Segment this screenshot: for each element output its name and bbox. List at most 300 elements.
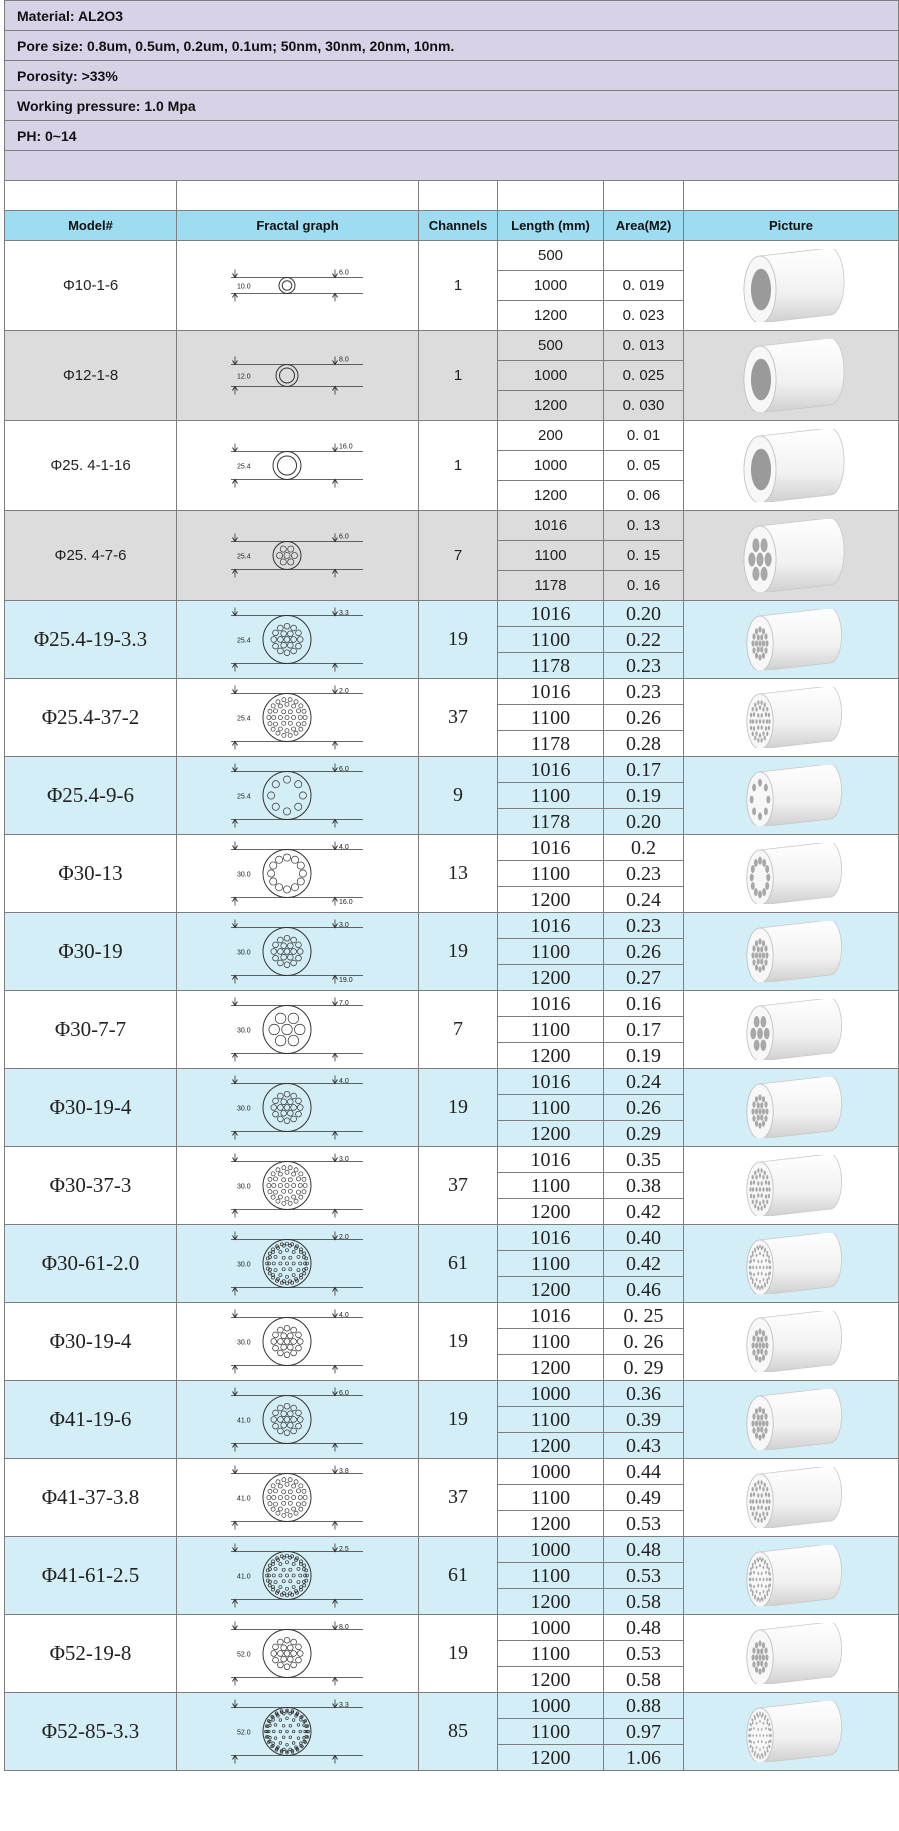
spec-row-porosity bbox=[5, 61, 899, 91]
spec-blank bbox=[5, 151, 899, 181]
fractal-graph-cell bbox=[177, 331, 419, 421]
fractal-graph-cell bbox=[177, 1615, 419, 1693]
area-cell: 0.49 bbox=[604, 1485, 684, 1511]
graph-dim-inner: 16.0 bbox=[338, 899, 353, 906]
model-cell: Φ41-37-3.8 bbox=[5, 1459, 177, 1537]
graph-dim-channel: 4.0 bbox=[338, 1312, 349, 1319]
spacer-row bbox=[5, 181, 899, 211]
length-cell: 1200 bbox=[498, 1667, 604, 1693]
table-row bbox=[5, 1615, 899, 1641]
length-cell: 1178 bbox=[498, 653, 604, 679]
model-cell: Φ30-61-2.0 bbox=[5, 1225, 177, 1303]
fractal-graph-drawing bbox=[223, 1699, 373, 1764]
length-cell: 1000 bbox=[498, 1537, 604, 1563]
area-cell: 0. 025 bbox=[604, 361, 684, 391]
graph-dim-outer: 25.4 bbox=[236, 553, 251, 561]
length-cell: 1100 bbox=[498, 1407, 604, 1433]
area-cell: 0.39 bbox=[604, 1407, 684, 1433]
length-cell: 1100 bbox=[498, 1641, 604, 1667]
area-cell: 0.24 bbox=[604, 1069, 684, 1095]
fractal-graph-cell bbox=[177, 1225, 419, 1303]
length-cell: 1100 bbox=[498, 939, 604, 965]
area-cell bbox=[604, 241, 684, 271]
model-cell: Φ52-19-8 bbox=[5, 1615, 177, 1693]
fractal-graph-cell bbox=[177, 511, 419, 601]
channels-cell: 19 bbox=[419, 1381, 498, 1459]
channels-cell: 19 bbox=[419, 601, 498, 679]
picture-cell bbox=[684, 241, 899, 331]
channels-cell: 37 bbox=[419, 679, 498, 757]
fractal-graph-cell bbox=[177, 1381, 419, 1459]
tube-picture bbox=[736, 249, 846, 322]
channels-cell: 19 bbox=[419, 1303, 498, 1381]
length-cell: 1016 bbox=[498, 511, 604, 541]
channels-cell: 61 bbox=[419, 1537, 498, 1615]
table-row bbox=[5, 1459, 899, 1485]
length-cell: 1016 bbox=[498, 601, 604, 627]
graph-dim-outer: 30.0 bbox=[236, 1027, 251, 1035]
model-cell: Φ30-19-4 bbox=[5, 1303, 177, 1381]
length-cell: 1100 bbox=[498, 1563, 604, 1589]
length-cell: 500 bbox=[498, 331, 604, 361]
header-channels: Channels bbox=[419, 211, 498, 241]
spec-working-pressure: Working pressure: 1.0 Mpa bbox=[5, 91, 899, 121]
area-cell: 0.26 bbox=[604, 939, 684, 965]
length-cell: 1000 bbox=[498, 1615, 604, 1641]
fractal-graph-drawing bbox=[223, 1465, 373, 1530]
spacer-cell bbox=[684, 181, 899, 211]
graph-dim-outer: 52.0 bbox=[236, 1651, 251, 1659]
area-cell: 0.53 bbox=[604, 1511, 684, 1537]
graph-dim-channel: 6.0 bbox=[338, 1390, 349, 1397]
length-cell: 1200 bbox=[498, 301, 604, 331]
table-row bbox=[5, 331, 899, 361]
graph-dim-outer: 30.0 bbox=[236, 1261, 251, 1269]
length-cell: 1100 bbox=[498, 1173, 604, 1199]
graph-dim-channel: 6.0 bbox=[338, 766, 349, 773]
model-cell: Φ25.4-37-2 bbox=[5, 679, 177, 757]
picture-cell bbox=[684, 679, 899, 757]
table-row bbox=[5, 1537, 899, 1563]
graph-dim-channel: 3.8 bbox=[338, 1468, 349, 1475]
fractal-graph-drawing bbox=[223, 919, 373, 984]
fractal-graph-cell bbox=[177, 421, 419, 511]
area-cell: 0.20 bbox=[604, 809, 684, 835]
fractal-graph-drawing bbox=[223, 517, 373, 594]
channels-cell: 85 bbox=[419, 1693, 498, 1771]
table-row bbox=[5, 757, 899, 783]
length-cell: 1016 bbox=[498, 1303, 604, 1329]
length-cell: 1200 bbox=[498, 1511, 604, 1537]
model-cell: Φ30-37-3 bbox=[5, 1147, 177, 1225]
tube-picture bbox=[736, 921, 846, 982]
spec-pore-size: Pore size: 0.8um, 0.5um, 0.2um, 0.1um; 50nm, 30nm, 20nm, 10nm. bbox=[5, 31, 899, 61]
table-row bbox=[5, 913, 899, 939]
length-cell: 1200 bbox=[498, 1121, 604, 1147]
picture-cell bbox=[684, 1459, 899, 1537]
header-row bbox=[5, 211, 899, 241]
graph-dim-channel: 2.0 bbox=[338, 1234, 349, 1241]
picture-cell bbox=[684, 835, 899, 913]
model-cell: Φ41-19-6 bbox=[5, 1381, 177, 1459]
graph-dim-outer: 52.0 bbox=[236, 1729, 251, 1737]
graph-dim-channel: 3.3 bbox=[338, 610, 349, 617]
fractal-graph-cell bbox=[177, 1147, 419, 1225]
fractal-graph-cell bbox=[177, 679, 419, 757]
spec-row-material bbox=[5, 1, 899, 31]
table-row bbox=[5, 1069, 899, 1095]
spacer-cell bbox=[498, 181, 604, 211]
fractal-graph-drawing bbox=[223, 337, 373, 414]
channels-cell: 7 bbox=[419, 991, 498, 1069]
area-cell: 0.19 bbox=[604, 1043, 684, 1069]
tube-picture bbox=[736, 1233, 846, 1294]
length-cell: 1178 bbox=[498, 731, 604, 757]
spec-porosity: Porosity: >33% bbox=[5, 61, 899, 91]
fractal-graph-cell bbox=[177, 1303, 419, 1381]
length-cell: 1200 bbox=[498, 481, 604, 511]
area-cell: 0.17 bbox=[604, 757, 684, 783]
area-cell: 0.46 bbox=[604, 1277, 684, 1303]
graph-dim-outer: 25.4 bbox=[236, 637, 251, 645]
length-cell: 1100 bbox=[498, 1329, 604, 1355]
area-cell: 0. 26 bbox=[604, 1329, 684, 1355]
tube-picture bbox=[736, 1467, 846, 1528]
area-cell: 0.24 bbox=[604, 887, 684, 913]
area-cell: 0. 29 bbox=[604, 1355, 684, 1381]
length-cell: 1200 bbox=[498, 391, 604, 421]
area-cell: 1.06 bbox=[604, 1745, 684, 1771]
area-cell: 0.58 bbox=[604, 1667, 684, 1693]
area-cell: 0.19 bbox=[604, 783, 684, 809]
length-cell: 1000 bbox=[498, 1459, 604, 1485]
length-cell: 1016 bbox=[498, 679, 604, 705]
tube-picture bbox=[736, 1077, 846, 1138]
tube-picture bbox=[736, 1545, 846, 1606]
length-cell: 1100 bbox=[498, 1251, 604, 1277]
channels-cell: 37 bbox=[419, 1459, 498, 1537]
area-cell: 0. 023 bbox=[604, 301, 684, 331]
area-cell: 0.48 bbox=[604, 1537, 684, 1563]
picture-cell bbox=[684, 421, 899, 511]
model-cell: Φ30-7-7 bbox=[5, 991, 177, 1069]
spec-row-pore-size bbox=[5, 31, 899, 61]
table-row bbox=[5, 601, 899, 627]
spacer-cell bbox=[5, 181, 177, 211]
membrane-spec-table bbox=[4, 0, 899, 1771]
picture-cell bbox=[684, 913, 899, 991]
model-cell: Φ25. 4-7-6 bbox=[5, 511, 177, 601]
fractal-graph-cell bbox=[177, 1459, 419, 1537]
fractal-graph-drawing bbox=[223, 1309, 373, 1374]
length-cell: 1100 bbox=[498, 1719, 604, 1745]
area-cell: 0.17 bbox=[604, 1017, 684, 1043]
area-cell: 0. 13 bbox=[604, 511, 684, 541]
channels-cell: 19 bbox=[419, 913, 498, 991]
area-cell: 0.28 bbox=[604, 731, 684, 757]
fractal-graph-cell bbox=[177, 1537, 419, 1615]
fractal-graph-drawing bbox=[223, 685, 373, 750]
tube-picture bbox=[736, 687, 846, 748]
picture-cell bbox=[684, 1147, 899, 1225]
fractal-graph-cell bbox=[177, 913, 419, 991]
area-cell: 0.26 bbox=[604, 1095, 684, 1121]
channels-cell: 9 bbox=[419, 757, 498, 835]
area-cell: 0.48 bbox=[604, 1615, 684, 1641]
table-row bbox=[5, 421, 899, 451]
length-cell: 1200 bbox=[498, 1745, 604, 1771]
area-cell: 0.42 bbox=[604, 1251, 684, 1277]
spec-ph: PH: 0~14 bbox=[5, 121, 899, 151]
table-row bbox=[5, 1147, 899, 1173]
length-cell: 1000 bbox=[498, 271, 604, 301]
fractal-graph-cell bbox=[177, 757, 419, 835]
picture-cell bbox=[684, 601, 899, 679]
area-cell: 0.58 bbox=[604, 1589, 684, 1615]
tube-picture bbox=[736, 519, 846, 592]
graph-dim-outer: 25.4 bbox=[236, 793, 251, 801]
tube-picture bbox=[736, 609, 846, 670]
fractal-graph-drawing bbox=[223, 841, 373, 906]
area-cell: 0.23 bbox=[604, 653, 684, 679]
area-cell: 0.29 bbox=[604, 1121, 684, 1147]
header-fractal-graph: Fractal graph bbox=[177, 211, 419, 241]
fractal-graph-cell bbox=[177, 241, 419, 331]
header-picture: Picture bbox=[684, 211, 899, 241]
fractal-graph-cell bbox=[177, 1693, 419, 1771]
tube-picture bbox=[736, 1701, 846, 1762]
fractal-graph-cell bbox=[177, 835, 419, 913]
length-cell: 1200 bbox=[498, 887, 604, 913]
graph-dim-channel: 16.0 bbox=[338, 443, 353, 451]
area-cell: 0.2 bbox=[604, 835, 684, 861]
area-cell: 0.40 bbox=[604, 1225, 684, 1251]
header-area: Area(M2) bbox=[604, 211, 684, 241]
picture-cell bbox=[684, 1069, 899, 1147]
spacer-cell bbox=[177, 181, 419, 211]
picture-cell bbox=[684, 331, 899, 421]
channels-cell: 1 bbox=[419, 331, 498, 421]
graph-dim-outer: 25.4 bbox=[236, 463, 251, 471]
graph-dim-channel: 3.0 bbox=[338, 1156, 349, 1163]
tube-picture bbox=[736, 1623, 846, 1684]
table-row bbox=[5, 1693, 899, 1719]
fractal-graph-cell bbox=[177, 601, 419, 679]
model-cell: Φ30-13 bbox=[5, 835, 177, 913]
channels-cell: 13 bbox=[419, 835, 498, 913]
graph-dim-outer: 41.0 bbox=[236, 1417, 251, 1425]
length-cell: 1200 bbox=[498, 1355, 604, 1381]
area-cell: 0.53 bbox=[604, 1563, 684, 1589]
picture-cell bbox=[684, 511, 899, 601]
model-cell: Φ12-1-8 bbox=[5, 331, 177, 421]
area-cell: 0. 25 bbox=[604, 1303, 684, 1329]
graph-dim-channel: 4.0 bbox=[338, 1078, 349, 1085]
area-cell: 0.16 bbox=[604, 991, 684, 1017]
graph-dim-outer: 30.0 bbox=[236, 949, 251, 957]
area-cell: 0. 16 bbox=[604, 571, 684, 601]
area-cell: 0. 013 bbox=[604, 331, 684, 361]
length-cell: 1178 bbox=[498, 809, 604, 835]
area-cell: 0.44 bbox=[604, 1459, 684, 1485]
area-cell: 0.53 bbox=[604, 1641, 684, 1667]
area-cell: 0.20 bbox=[604, 601, 684, 627]
fractal-graph-drawing bbox=[223, 1075, 373, 1140]
fractal-graph-drawing bbox=[223, 1621, 373, 1686]
channels-cell: 61 bbox=[419, 1225, 498, 1303]
area-cell: 0. 01 bbox=[604, 421, 684, 451]
area-cell: 0.97 bbox=[604, 1719, 684, 1745]
area-cell: 0.35 bbox=[604, 1147, 684, 1173]
spacer-cell bbox=[604, 181, 684, 211]
fractal-graph-drawing bbox=[223, 1543, 373, 1608]
tube-picture bbox=[736, 1389, 846, 1450]
tube-picture bbox=[736, 1311, 846, 1372]
channels-cell: 1 bbox=[419, 241, 498, 331]
area-cell: 0. 019 bbox=[604, 271, 684, 301]
fractal-graph-drawing bbox=[223, 607, 373, 672]
picture-cell bbox=[684, 757, 899, 835]
fractal-graph-drawing bbox=[223, 1153, 373, 1218]
spec-row-blank bbox=[5, 151, 899, 181]
area-cell: 0.38 bbox=[604, 1173, 684, 1199]
length-cell: 1100 bbox=[498, 783, 604, 809]
length-cell: 1000 bbox=[498, 1381, 604, 1407]
table-row bbox=[5, 991, 899, 1017]
spec-material: Material: AL2O3 bbox=[5, 1, 899, 31]
model-cell: Φ30-19 bbox=[5, 913, 177, 991]
picture-cell bbox=[684, 1225, 899, 1303]
header-length: Length (mm) bbox=[498, 211, 604, 241]
length-cell: 1200 bbox=[498, 1199, 604, 1225]
graph-dim-outer: 30.0 bbox=[236, 871, 251, 879]
table-row bbox=[5, 511, 899, 541]
graph-dim-channel: 4.0 bbox=[338, 844, 349, 851]
length-cell: 1016 bbox=[498, 1147, 604, 1173]
length-cell: 500 bbox=[498, 241, 604, 271]
length-cell: 1100 bbox=[498, 627, 604, 653]
area-cell: 0.26 bbox=[604, 705, 684, 731]
length-cell: 200 bbox=[498, 421, 604, 451]
length-cell: 1200 bbox=[498, 1433, 604, 1459]
fractal-graph-drawing bbox=[223, 997, 373, 1062]
area-cell: 0. 030 bbox=[604, 391, 684, 421]
model-cell: Φ25.4-9-6 bbox=[5, 757, 177, 835]
picture-cell bbox=[684, 1693, 899, 1771]
area-cell: 0.27 bbox=[604, 965, 684, 991]
spec-row-pressure bbox=[5, 91, 899, 121]
graph-dim-outer: 41.0 bbox=[236, 1573, 251, 1581]
graph-dim-channel: 2.0 bbox=[338, 688, 349, 695]
graph-dim-outer: 12.0 bbox=[236, 373, 251, 381]
graph-dim-outer: 25.4 bbox=[236, 715, 251, 723]
area-cell: 0.36 bbox=[604, 1381, 684, 1407]
graph-dim-channel: 2.5 bbox=[338, 1546, 349, 1553]
length-cell: 1100 bbox=[498, 705, 604, 731]
graph-dim-outer: 30.0 bbox=[236, 1339, 251, 1347]
graph-dim-channel: 3.3 bbox=[338, 1702, 349, 1709]
tube-picture bbox=[736, 339, 846, 412]
fractal-graph-cell bbox=[177, 991, 419, 1069]
picture-cell bbox=[684, 1615, 899, 1693]
length-cell: 1016 bbox=[498, 991, 604, 1017]
tube-picture bbox=[736, 765, 846, 826]
area-cell: 0.23 bbox=[604, 679, 684, 705]
length-cell: 1100 bbox=[498, 1017, 604, 1043]
tube-picture bbox=[736, 429, 846, 502]
fractal-graph-drawing bbox=[223, 427, 373, 504]
picture-cell bbox=[684, 991, 899, 1069]
length-cell: 1000 bbox=[498, 361, 604, 391]
area-cell: 0.23 bbox=[604, 861, 684, 887]
fractal-graph-drawing bbox=[223, 1387, 373, 1452]
length-cell: 1100 bbox=[498, 1095, 604, 1121]
channels-cell: 19 bbox=[419, 1069, 498, 1147]
graph-dim-channel: 8.0 bbox=[338, 356, 349, 364]
tube-picture bbox=[736, 1155, 846, 1216]
area-cell: 0.42 bbox=[604, 1199, 684, 1225]
header-model: Model# bbox=[5, 211, 177, 241]
graph-dim-channel: 6.0 bbox=[338, 533, 349, 541]
length-cell: 1000 bbox=[498, 1693, 604, 1719]
spec-row-ph bbox=[5, 121, 899, 151]
graph-dim-channel: 8.0 bbox=[338, 1624, 349, 1631]
tube-picture bbox=[736, 999, 846, 1060]
table-row bbox=[5, 679, 899, 705]
table-row bbox=[5, 1303, 899, 1329]
length-cell: 1200 bbox=[498, 1043, 604, 1069]
graph-dim-channel: 3.0 bbox=[338, 922, 349, 929]
channels-cell: 19 bbox=[419, 1615, 498, 1693]
graph-dim-outer: 30.0 bbox=[236, 1183, 251, 1191]
table-row bbox=[5, 241, 899, 271]
length-cell: 1100 bbox=[498, 541, 604, 571]
length-cell: 1200 bbox=[498, 1589, 604, 1615]
graph-dim-inner: 19.0 bbox=[338, 977, 353, 984]
tube-picture bbox=[736, 843, 846, 904]
length-cell: 1016 bbox=[498, 835, 604, 861]
area-cell: 0.43 bbox=[604, 1433, 684, 1459]
length-cell: 1016 bbox=[498, 1069, 604, 1095]
area-cell: 0. 06 bbox=[604, 481, 684, 511]
graph-dim-channel: 7.0 bbox=[338, 1000, 349, 1007]
length-cell: 1100 bbox=[498, 861, 604, 887]
graph-dim-channel: 6.0 bbox=[338, 269, 349, 277]
table-row bbox=[5, 835, 899, 861]
length-cell: 1016 bbox=[498, 757, 604, 783]
model-cell: Φ30-19-4 bbox=[5, 1069, 177, 1147]
length-cell: 1016 bbox=[498, 1225, 604, 1251]
model-cell: Φ25.4-19-3.3 bbox=[5, 601, 177, 679]
area-cell: 0.88 bbox=[604, 1693, 684, 1719]
table-row bbox=[5, 1225, 899, 1251]
model-cell: Φ10-1-6 bbox=[5, 241, 177, 331]
fractal-graph-drawing bbox=[223, 1231, 373, 1296]
picture-cell bbox=[684, 1381, 899, 1459]
fractal-graph-cell bbox=[177, 1069, 419, 1147]
table-row bbox=[5, 1381, 899, 1407]
fractal-graph-drawing bbox=[223, 763, 373, 828]
graph-dim-outer: 10.0 bbox=[236, 283, 251, 291]
channels-cell: 7 bbox=[419, 511, 498, 601]
model-cell: Φ25. 4-1-16 bbox=[5, 421, 177, 511]
area-cell: 0.23 bbox=[604, 913, 684, 939]
area-cell: 0. 15 bbox=[604, 541, 684, 571]
model-cell: Φ41-61-2.5 bbox=[5, 1537, 177, 1615]
graph-dim-outer: 41.0 bbox=[236, 1495, 251, 1503]
spacer-cell bbox=[419, 181, 498, 211]
length-cell: 1000 bbox=[498, 451, 604, 481]
